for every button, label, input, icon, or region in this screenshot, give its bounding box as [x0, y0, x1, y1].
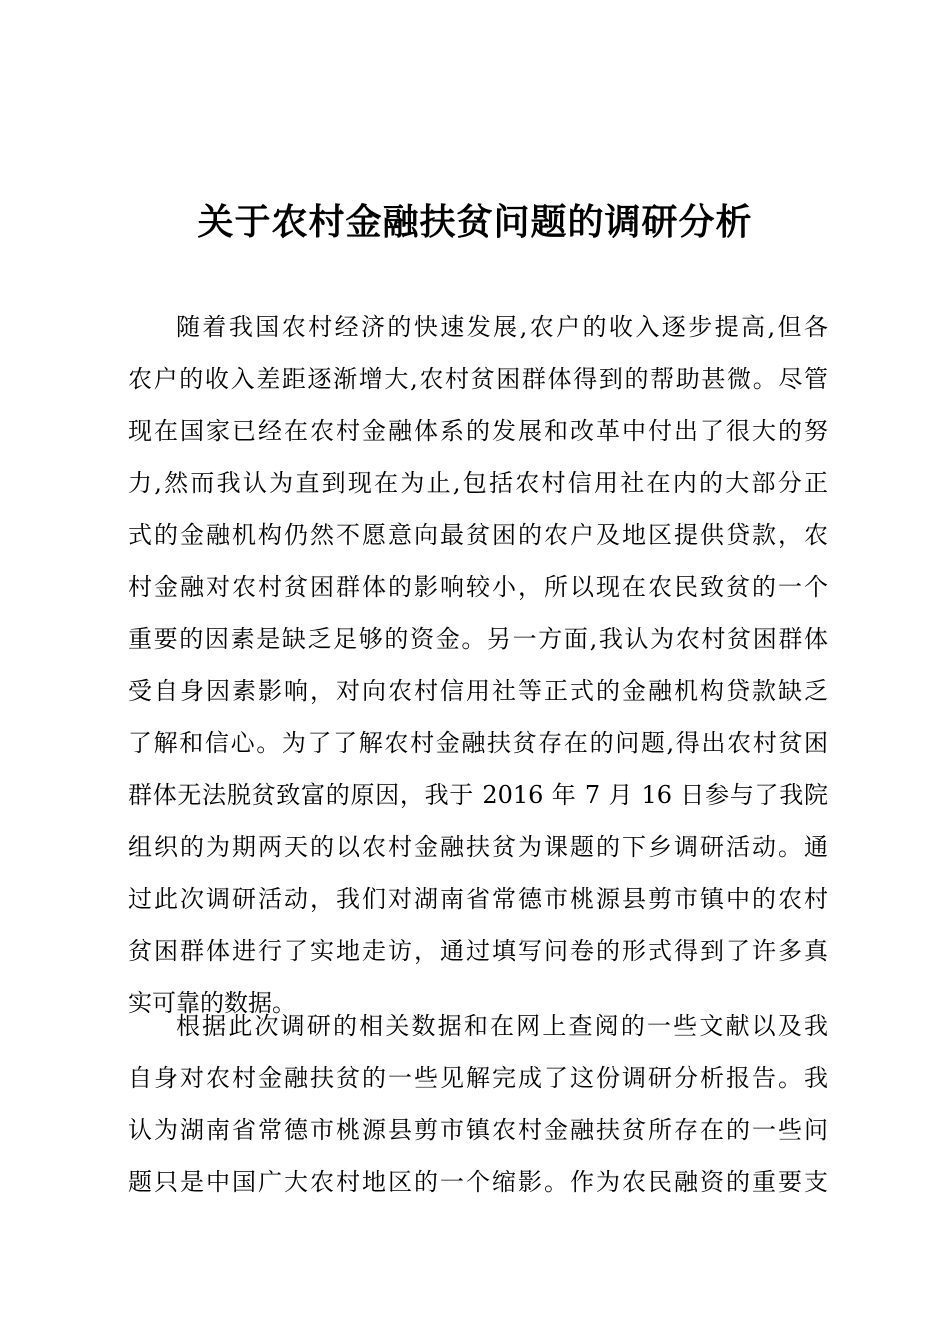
paragraph-line: 随着我国农村经济的快速发展,农户的收入逐步提高,但各 — [176, 313, 828, 341]
paragraph-line: 实可靠的数据。 — [128, 989, 296, 1017]
paragraph-2 — [128, 1000, 828, 1208]
paragraph-line: 式的金融机构仍然不愿意向最贫困的农户及地区提供贷款，农 — [128, 521, 828, 549]
paragraph-line: 农户的收入差距逐渐增大,农村贫困群体得到的帮助甚微。尽管 — [128, 365, 828, 393]
paragraph-1 — [128, 301, 828, 1029]
paragraph-line: 村金融对农村贫困群体的影响较小，所以现在农民致贫的一个 — [128, 573, 828, 601]
paragraph-line: 重要的因素是缺乏足够的资金。另一方面,我认为农村贫困群体 — [128, 625, 828, 653]
paragraph-line: 现在国家已经在农村金融体系的发展和改革中付出了很大的努 — [128, 417, 828, 445]
paragraph-line: 受自身因素影响，对向农村信用社等正式的金融机构贷款缺乏 — [128, 677, 828, 705]
paragraph-line: 根据此次调研的相关数据和在网上查阅的一些文献以及我 — [176, 1012, 828, 1040]
paragraph-line: 了解和信心。为了了解农村金融扶贫存在的问题,得出农村贫困 — [128, 729, 828, 757]
document-title: 关于农村金融扶贫问题的调研分析 — [197, 201, 753, 243]
paragraph-line: 题只是中国广大农村地区的一个缩影。作为农民融资的重要支 — [128, 1168, 828, 1196]
paragraph-line: 自身对农村金融扶贫的一些见解完成了这份调研分析报告。我 — [128, 1064, 828, 1092]
paragraph-line: 力,然而我认为直到现在为止,包括农村信用社在内的大部分正 — [128, 469, 828, 497]
paragraph-line: 认为湖南省常德市桃源县剪市镇农村金融扶贫所存在的一些问 — [128, 1116, 828, 1144]
paragraph-line: 贫困群体进行了实地走访，通过填写问卷的形式得到了许多真 — [128, 937, 828, 965]
paragraph-line: 组织的为期两天的以农村金融扶贫为课题的下乡调研活动。通 — [128, 833, 828, 861]
paragraph-line: 群体无法脱贫致富的原因，我于 2016 年 7 月 16 日参与了我院 — [128, 781, 828, 809]
paragraph-line: 过此次调研活动，我们对湖南省常德市桃源县剪市镇中的农村 — [128, 885, 828, 913]
